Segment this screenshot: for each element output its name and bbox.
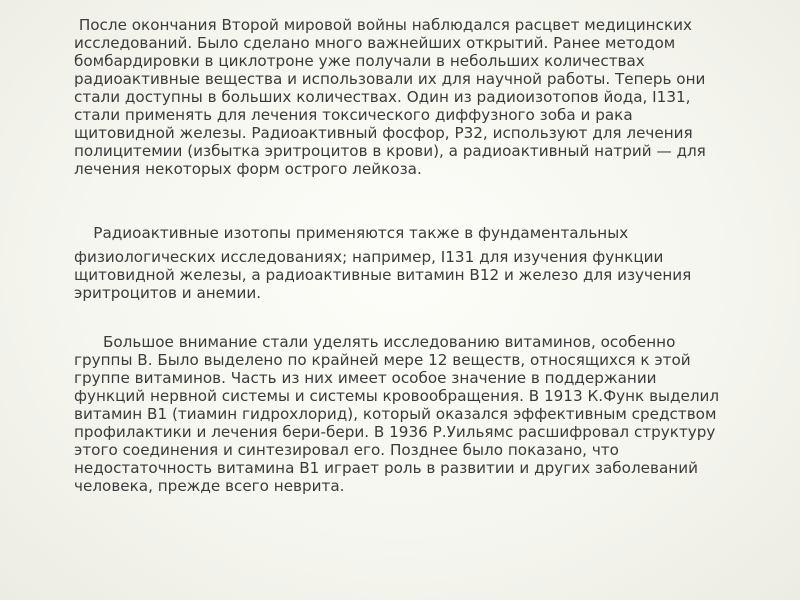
text-line: лечения некоторых форм острого лейкоза. — [74, 160, 422, 178]
text-line: группы В. Было выделено по крайней мере 12 веществ, относящихся к этой — [74, 351, 691, 369]
text-line: щитовидной железы, а радиоактивные витамин В12 и железо для изучения — [74, 266, 692, 284]
text-line: стали доступны в больших количествах. Один из радиоизотопов йода, I131, — [74, 88, 691, 106]
paragraph-vitamins — [74, 333, 734, 495]
text-line: человека, прежде всего неврита. — [74, 477, 345, 495]
text-line: недостаточность витамина В1 играет роль в развитии и других заболеваний — [74, 459, 698, 477]
paragraph-postwar-research — [74, 16, 734, 178]
text-line: функций нервной системы и системы кровообращения. В 1913 К.Функ выделил — [74, 387, 720, 405]
text-line: Радиоактивные изотопы применяются также в фундаментальных — [74, 224, 629, 242]
text-line: После окончания Второй мировой войны наблюдался расцвет медицинских — [74, 16, 692, 34]
text-line: группе витаминов. Часть из них имеет особое значение в поддержании — [74, 369, 657, 387]
text-line: этого соединения и синтезировал его. Позднее было показано, что — [74, 441, 619, 459]
text-line: витамин В1 (тиамин гидрохлорид), который оказался эффективным средством — [74, 405, 717, 423]
text-line: полицитемии (избытка эритроцитов в крови), а радиоактивный натрий — для — [74, 142, 706, 160]
text-line: физиологических исследованиях; например, I131 для изучения функции — [74, 248, 664, 266]
text-line: радиоактивные вещества и использовали их для научной работы. Теперь они — [74, 70, 706, 88]
text-line: бомбардировки в циклотроне уже получали в небольших количествах — [74, 52, 645, 70]
text-line: эритроцитов и анемии. — [74, 284, 262, 302]
text-line: щитовидной железы. Радиоактивный фосфор, Р32, используют для лечения — [74, 124, 693, 142]
text-line: Большое внимание стали уделять исследованию витаминов, особенно — [74, 333, 676, 351]
text-line: исследований. Было сделано много важнейших открытий. Ранее методом — [74, 34, 676, 52]
text-line: профилактики и лечения бери-бери. В 1936 Р.Уильямс расшифровал структуру — [74, 423, 716, 441]
paragraph-radioactive-isotopes — [74, 224, 734, 302]
text-line: стали применять для лечения токсического диффузного зоба и рака — [74, 106, 633, 124]
